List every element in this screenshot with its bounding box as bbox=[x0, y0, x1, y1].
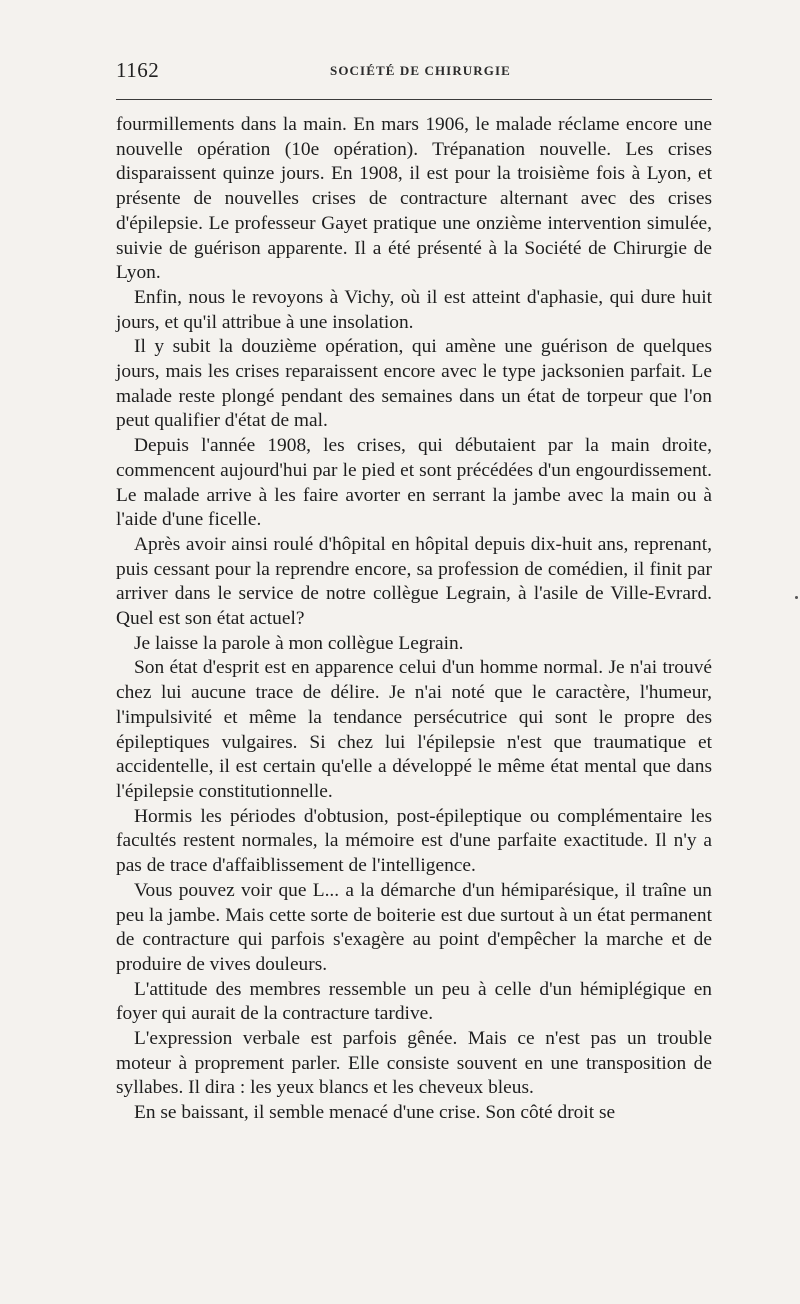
paragraph-1: fourmillements dans la main. En mars 1906, le malade réclame encore une nouvelle opération (10e opération). Trépanation nouvelle. Les crises disparaissent quinze jours. En 1908, il est pour la troisième fois à Lyon, et présente de nouvelles crises de contracture alternant avec des crises d'épilepsie. Le professeur Gayet pratique une onzième intervention simulée, suivie de guérison apparente. Il a été présenté à la Société de Chirurgie de Lyon. bbox=[116, 114, 712, 284]
page-number: 1162 bbox=[116, 58, 160, 82]
paragraph-8: Hormis les périodes d'obtusion, post-épileptique ou complémentaire les facultés restent normales, la mémoire est d'une parfaite exactitude. Il n'y a pas de trace d'affaiblissement de l'intelligence. bbox=[116, 805, 712, 877]
scan-speck bbox=[795, 596, 798, 599]
header-rule bbox=[116, 99, 712, 100]
running-head bbox=[116, 58, 712, 88]
paragraph-9: Vous pouvez voir que L... a la démarche d'un hémiparésique, il traîne un peu la jambe. Mais cette sorte de boiterie est due surtout à un état permanent de contracture qui parfois s'exagère au point d'empêcher la marche et de produire de vives douleurs. bbox=[116, 879, 712, 975]
paragraph-3: Il y subit la douzième opération, qui amène une guérison de quelques jours, mais les crises reparaissent encore avec le type jacksonien parfait. Le malade reste plongé pendant des semaines dans un état de torpeur que l'on peut qualifier d'état de mal. bbox=[116, 336, 712, 432]
paragraph-5: Après avoir ainsi roulé d'hôpital en hôpital depuis dix-huit ans, reprenant, puis cessant pour la reprendre encore, sa profession de comédien, il finit par arriver dans le service de notre collègue Legrain, à l'asile de Ville-Evrard. Quel est son état actuel? bbox=[116, 533, 712, 630]
body-text bbox=[116, 113, 712, 1126]
paragraph-11: L'expression verbale est parfois gênée. Mais ce n'est pas un trouble moteur à proprement parler. Elle consiste souvent en une transposition de syllabes. Il dira : les yeux blancs et les cheveux bleus. bbox=[116, 1028, 712, 1099]
paragraph-12: En se baissant, il semble menacé d'une crise. Son côté droit se bbox=[134, 1102, 616, 1124]
running-title: SOCIÉTÉ DE CHIRURGIE bbox=[330, 63, 511, 78]
paragraph-10: L'attitude des membres ressemble un peu à celle d'un hémiplégique en foyer qui aurait de la contracture tardive. bbox=[116, 978, 712, 1025]
paragraph-7: Son état d'esprit est en apparence celui d'un homme normal. Je n'ai trouvé chez lui aucune trace de délire. Je n'ai noté que le caractère, l'humeur, l'impulsivité et même la tendance persécutrice qui sont le propre des épileptiques vulgaires. Si chez lui l'épilepsie n'est que traumatique et accidentelle, il est certain qu'elle a développé le même état mental que dans l'épilepsie constitutionnelle. bbox=[116, 657, 712, 802]
paragraph-4: Depuis l'année 1908, les crises, qui débutaient par la main droite, commencent aujourd'hui par le pied et sont précédées d'un engourdissement. Le malade arrive à les faire avorter en serrant la jambe avec la main ou à l'aide d'une ficelle. bbox=[116, 435, 712, 531]
paragraph-6: Je laisse la parole à mon collègue Legrain. bbox=[134, 632, 464, 654]
paragraph-2: Enfin, nous le revoyons à Vichy, où il est atteint d'aphasie, qui dure huit jours, et qu'il attribue à une insolation. bbox=[116, 286, 712, 333]
